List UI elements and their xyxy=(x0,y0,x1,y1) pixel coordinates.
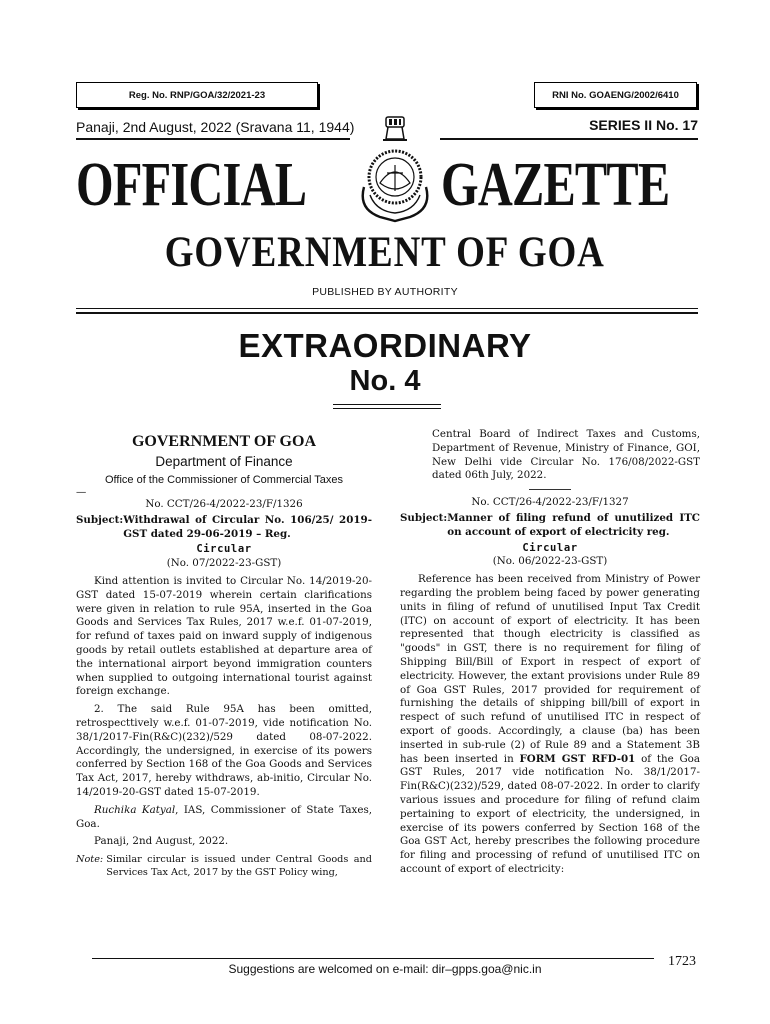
section-separator: — xyxy=(76,486,87,498)
footnote xyxy=(76,853,372,879)
signatory xyxy=(76,804,372,832)
government-title-text: GOVERNMENT OF GOA xyxy=(165,229,605,276)
rni-number: RNI No. GOAENG/2002/6410 xyxy=(552,89,679,101)
reference-number-2: No. CCT/26-4/2022-23/F/1327 xyxy=(471,496,629,509)
extraordinary-number: No. 4 xyxy=(349,365,421,397)
paragraph-right-1-b: of the Goa GST Rules, 2017 vide notification No. 38/1/2017-Fin(R&C)(232)/529, dated 08-07-2022. In order to clarify various issues and procedure for filing of refund claim pertaining to export of electricity, the undersigned, in exercise of its powers conferred by Section 168 of the Goa GST Act, hereby prescribes the following procedure for filing and processing of refund of unutilised ITC on account of export of electricity: xyxy=(400,752,701,875)
circular-label: Circular xyxy=(196,543,252,556)
government-heading: GOVERNMENT OF GOA xyxy=(131,433,316,450)
circular-number: (No. 07/2022-23-GST) xyxy=(166,557,282,570)
series-number: SERIES II No. 17 xyxy=(589,117,698,133)
paragraph-right-1 xyxy=(400,573,700,877)
subject-text-2: Manner of filing refund of unutilized ITC on account of export of electricity reg. xyxy=(447,511,700,538)
circular-number-2: (No. 06/2022-23-GST) xyxy=(492,555,608,568)
office-name: Office of the Commissioner of Commercial Taxes xyxy=(104,474,343,486)
state-emblem-icon xyxy=(350,113,440,231)
note-label: Note: xyxy=(76,854,104,866)
title-official: OFFICIAL xyxy=(76,151,307,219)
registration-number: Reg. No. RNP/GOA/32/2021-23 xyxy=(128,89,266,101)
section-separator-right xyxy=(529,489,571,490)
number-rule-top xyxy=(333,404,441,405)
footer-rule xyxy=(92,958,654,959)
left-column xyxy=(76,428,372,879)
paragraph-2: 2. The said Rule 95A has been omitted, retrospecttively w.e.f. 01-07-2019, vide notification No. 38/1/2017-Fin(R&C)(232)/529 dated 08-07-2022. Accordingly, the undersigned, in exercise of its powers conferred by Section 168 of the Goa Goods and Services Tax Act, 2017, hereby withdraws, ab-initio, Circular No. 14/2019-20-GST dated 15-07-2019. xyxy=(76,703,372,798)
subject-label: Subject: xyxy=(76,513,124,526)
circular-subject xyxy=(76,514,372,542)
department-name: Department of Finance xyxy=(155,454,293,469)
signatory-name: Ruchika Katyal xyxy=(94,803,176,816)
place-and-date: Panaji, 2nd August, 2022. xyxy=(94,835,229,848)
note-continuation: Central Board of Indirect Taxes and Customs, Department of Revenue, Ministry of Finance, GOI, New Delhi vide Circular No. 176/08/2022-GST dated 06th July, 2022. xyxy=(432,428,700,482)
subject-text: Withdrawal of Circular No. 106/25/ 2019-GST dated 29-06-2019 – Reg. xyxy=(123,513,372,540)
rni-number-box xyxy=(534,82,697,108)
page-number: 1723 xyxy=(668,954,696,969)
header-double-rule-bottom xyxy=(76,312,698,314)
registration-number-box xyxy=(76,82,318,108)
paragraph-1: Kind attention is invited to Circular No. 14/2019-20-GST dated 15-07-2019 wherein certain clarifications were given in relation to rule 95A, inserted in the Goa Goods and Services Tax Rules, 2017 w.e.f. 01-07-2019, for refund of taxes paid on inward supply of indigenous goods by retail outlets established at departure area of the international airport beyond immigration counters when supplied to outgoing international tourist against foreign exchange. xyxy=(76,574,372,698)
circular-subject-2 xyxy=(400,512,700,540)
header-double-rule-top xyxy=(76,308,698,309)
masthead-rule-right xyxy=(440,138,698,140)
issue-date: Panaji, 2nd August, 2022 (Sravana 11, 1944) xyxy=(76,119,355,135)
title-gazette: GAZETTE xyxy=(441,151,670,219)
right-column xyxy=(400,428,700,877)
signatory-title: , IAS, Commissioner of State Taxes, Goa. xyxy=(76,803,372,830)
form-reference: FORM GST RFD-01 xyxy=(519,752,636,765)
masthead-rule-left xyxy=(76,138,350,140)
footer-suggestions: Suggestions are welcomed on e-mail: dir–gpps.goa@nic.in xyxy=(228,962,542,976)
subject-label-2: Subject: xyxy=(400,511,448,524)
number-rule-bottom xyxy=(333,408,441,409)
extraordinary-heading: EXTRAORDINARY xyxy=(238,327,532,364)
reference-number: No. CCT/26-4/2022-23/F/1326 xyxy=(145,498,303,510)
government-title xyxy=(0,228,770,277)
note-text: Similar circular is issued under Central Goods and Services Tax Act, 2017 by the GST Policy wing, xyxy=(106,854,372,879)
paragraph-right-1-a: Reference has been received from Ministry of Power regarding the problem being faced by power generating units in filing of refund of unutilised Input Tax Credit (ITC) on account of export of electricity. It has been represented that though electricity is classified as "goods" in GST, there is no requirement for filing of Shipping Bill/Bill of Export in respect of export of electricity. However, the extant provisions under Rule 89 of Goa GST Rules, 2017 provided for requirement of furnishing the details of shipping bill/bill of export in respect of such refund of unutilised ITC in respect of export of goods. Accordingly, a clause (ba) has been inserted in sub-rule (2) of Rule 89 and a Statement 3B has been inserted in xyxy=(400,573,700,765)
published-by-authority: PUBLISHED BY AUTHORITY xyxy=(312,286,458,298)
circular-label-2: Circular xyxy=(522,541,578,554)
